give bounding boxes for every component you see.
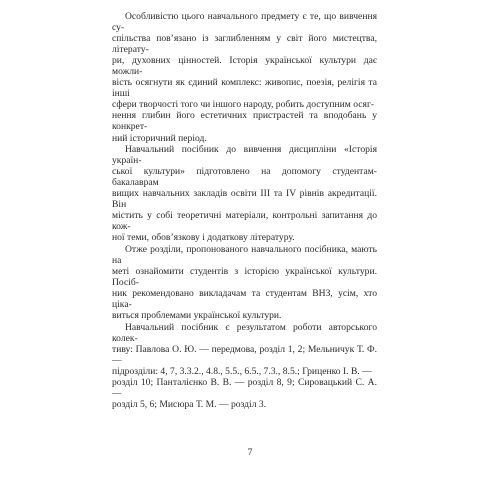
paragraph-3: Отже розділи, пропонованого навчального посібника, мають на меті ознайомити студентів з історією української культури. Посіб- ник рекомендовано викладачам та студентам ВНЗ, усім, хто ціка- виться проблемами української культури. — [112, 243, 377, 322]
page-number: 7 — [247, 447, 253, 458]
paragraph-4: Навчальний посібник є результатом роботи авторського колек- тиву: Павлова О. Ю. — передмова, розділ 1, 2; Мельничук Т. Ф. — підрозділи: 4, 7, 3.3.2., 4.8., 5.5., 6.5., 7.3., 8.5.; Гриценко І. В. — розділ 10; Панталієнко В. В. — розділ 8, 9; Сировацький С. А. — розділ 5, 6; Мисюра Т. М. — розділ 3. — [112, 321, 377, 411]
paragraph-1: Особливістю цього навчального предмету є те, що вивчення су- спільства пов’язано із заглибленням у світ його мистецтва, літерату- ри, духовних цінностей. Історія української культури дає можли- вість осягнути як єдиний комплекс: живопис, поезія, релігія та інші сфери творчості того чи іншого народу, робить доступним осяг- нення глибин його естетичних пристрастей та вподобань у конкрет- ний історичний період. — [112, 11, 377, 144]
paragraph-2: Навчальний посібник до вивчення дисципліни «Історія україн- ської культури» підготовлено на допомогу студентам-бакалаврам вищих навчальних закладів освіти III та IV рівнів акредитації. Він містить у собі теоретичні матеріали, контрольні запитання до кож- ної теми, обов’язкову і додаткову літературу. — [112, 144, 377, 244]
body-text — [112, 11, 377, 410]
